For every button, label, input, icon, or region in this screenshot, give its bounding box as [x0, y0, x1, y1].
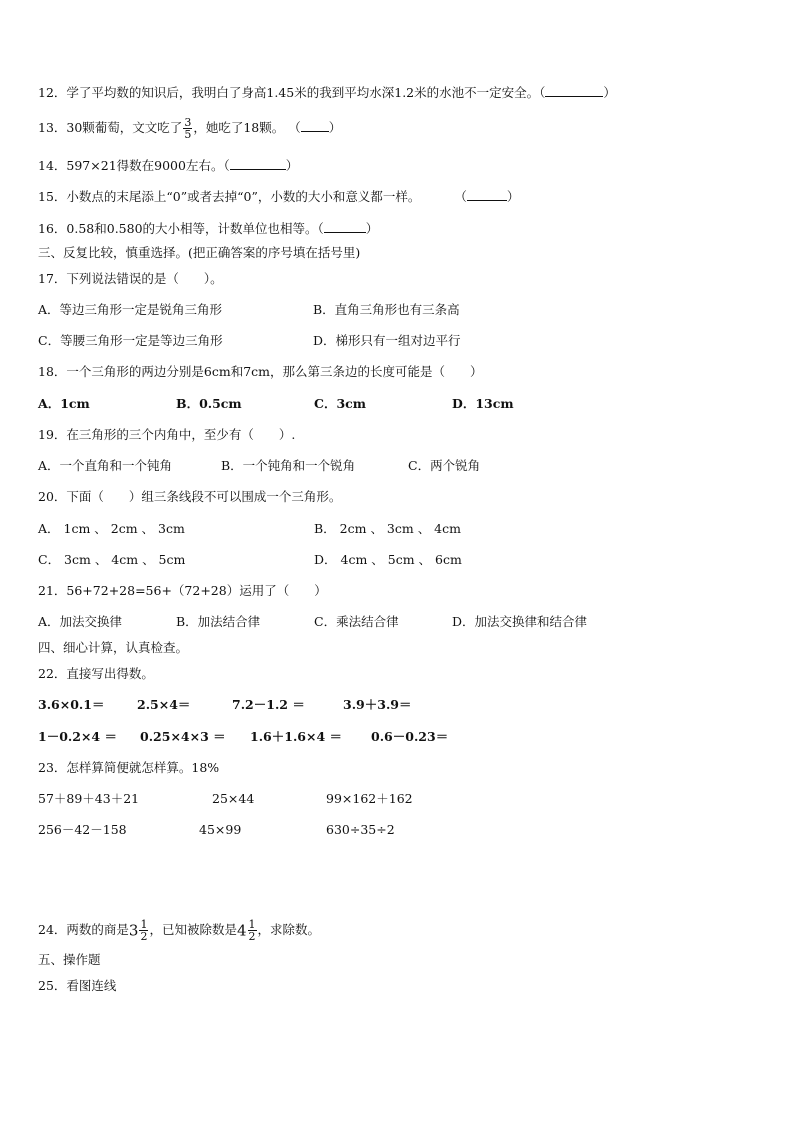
question-15-close: ）	[506, 189, 520, 204]
question-17-stem: 17．下列说法错误的是（ ）。	[38, 271, 223, 286]
question-17-option-c[interactable]: C．等腰三角形一定是等边三角形	[38, 333, 223, 348]
question-19-option-c[interactable]: C．两个锐角	[408, 458, 481, 473]
question-19-stem: 19．在三角形的三个内角中，至少有（ ）.	[38, 427, 296, 442]
question-12-close: ）	[603, 85, 616, 100]
question-16	[38, 220, 378, 237]
section-5-heading: 五、操作题	[38, 952, 101, 967]
calc-22-3: 7.2－1.2 ＝	[232, 697, 305, 712]
question-18-option-c[interactable]: C．3cm	[314, 396, 366, 411]
calc-22-1: 3.6×0.1＝	[38, 697, 105, 712]
question-16-text: 16．0.58和0.580的大小相等，计数单位也相等。（	[38, 221, 324, 236]
answer-blank-14[interactable]	[230, 157, 286, 170]
question-20-option-c[interactable]: C． 3cm 、 4cm 、 5cm	[38, 552, 186, 567]
question-15-text: 15．小数点的末尾添上“0”或者去掉“0”，小数的大小和意义都一样。	[38, 189, 421, 204]
calc-22-2: 2.5×4＝	[137, 697, 191, 712]
question-21-option-c[interactable]: C．乘法结合律	[314, 614, 399, 629]
question-14	[38, 157, 298, 174]
question-12	[38, 84, 616, 101]
calc-23-3: 99×162＋162	[326, 791, 413, 806]
mixed-number-4-1-2	[237, 915, 258, 946]
question-14-close: ）	[285, 158, 299, 173]
question-15	[38, 188, 519, 205]
fraction-numerator: 1	[248, 918, 256, 932]
question-20-option-a[interactable]: A． 1cm 、 2cm 、 3cm	[38, 521, 185, 536]
fraction-denominator: 2	[248, 930, 256, 944]
question-17-option-b[interactable]: B．直角三角形也有三条高	[313, 302, 460, 317]
question-21-option-b[interactable]: B．加法结合律	[176, 614, 261, 629]
question-18-option-d[interactable]: D．13cm	[452, 396, 514, 411]
question-17-option-d[interactable]: D．梯形只有一组对边平行	[313, 333, 461, 348]
calc-23-4: 256－42－158	[38, 822, 127, 837]
question-21-stem: 21．56+72+28=56+（72+28）运用了（ ）	[38, 583, 327, 598]
answer-blank-12[interactable]	[545, 84, 603, 97]
mixed-whole: 4	[236, 921, 247, 940]
question-24-pre: 24．两数的商是	[38, 922, 129, 937]
question-20-option-d[interactable]: D． 4cm 、 5cm 、 6cm	[314, 552, 462, 567]
question-24	[38, 915, 320, 946]
calc-22-7: 1.6＋1.6×4 ＝	[250, 729, 343, 744]
question-16-close: ）	[365, 221, 379, 236]
answer-blank-16[interactable]	[324, 220, 366, 233]
question-19-option-a[interactable]: A．一个直角和一个钝角	[38, 458, 173, 473]
question-21-option-d[interactable]: D．加法交换律和结合律	[452, 614, 588, 629]
answer-blank-15[interactable]	[467, 188, 507, 201]
question-18-stem: 18．一个三角形的两边分别是6cm和7cm，那么第三条边的长度可能是（ ）	[38, 364, 483, 379]
question-23-stem: 23．怎样算简便就怎样算。18%	[38, 760, 220, 775]
question-24-mid: ，已知被除数是	[149, 922, 237, 937]
calc-22-6: 0.25×4×3 ＝	[140, 729, 226, 744]
question-25: 25．看图连线	[38, 978, 117, 993]
question-13-post: ，她吃了18颗。 （	[193, 120, 301, 135]
mixed-whole: 3	[128, 921, 139, 940]
fraction-denominator: 2	[140, 930, 148, 944]
question-13-close: ）	[328, 120, 342, 135]
calc-23-6: 630÷35÷2	[326, 822, 395, 837]
fraction-denominator: 5	[184, 128, 192, 141]
question-15-open: （	[454, 189, 467, 204]
calc-22-8: 0.6－0.23＝	[371, 729, 449, 744]
fraction-numerator: 1	[140, 918, 148, 932]
question-17-option-a[interactable]: A．等边三角形一定是锐角三角形	[38, 302, 223, 317]
section-4-heading: 四、细心计算，认真检查。	[38, 640, 189, 655]
calc-23-5: 45×99	[199, 822, 242, 837]
answer-blank-13[interactable]	[301, 119, 329, 132]
question-19-option-b[interactable]: B．一个钝角和一个锐角	[221, 458, 356, 473]
question-18-option-a[interactable]: A．1cm	[38, 396, 90, 411]
question-13-pre: 13．30颗葡萄，文文吃了	[38, 120, 183, 135]
calc-23-1: 57＋89＋43＋21	[38, 791, 140, 806]
question-21-option-a[interactable]: A．加法交换律	[38, 614, 123, 629]
fraction-three-fifths	[183, 117, 192, 140]
question-20-option-b[interactable]: B． 2cm 、 3cm 、 4cm	[314, 521, 461, 536]
question-22-stem: 22．直接写出得数。	[38, 666, 154, 681]
section-3-heading: 三、反复比较，慎重选择。(把正确答案的序号填在括号里)	[38, 245, 361, 260]
question-14-text: 14．597×21得数在9000左右。（	[38, 158, 230, 173]
mixed-number-3-1-2	[129, 915, 150, 946]
question-18-option-b[interactable]: B．0.5cm	[176, 396, 242, 411]
question-13	[38, 117, 341, 140]
question-24-post: ，求除数。	[257, 922, 321, 937]
fraction-numerator: 3	[184, 116, 192, 129]
calc-23-2: 25×44	[212, 791, 255, 806]
calc-22-4: 3.9＋3.9＝	[343, 697, 412, 712]
question-12-text: 12．学了平均数的知识后，我明白了身高1.45米的我到平均水深1.2米的水池不一定安全。（	[38, 85, 546, 100]
question-20-stem: 20．下面（ ）组三条线段不可以围成一个三角形。	[38, 489, 342, 504]
calc-22-5: 1－0.2×4 ＝	[38, 729, 117, 744]
